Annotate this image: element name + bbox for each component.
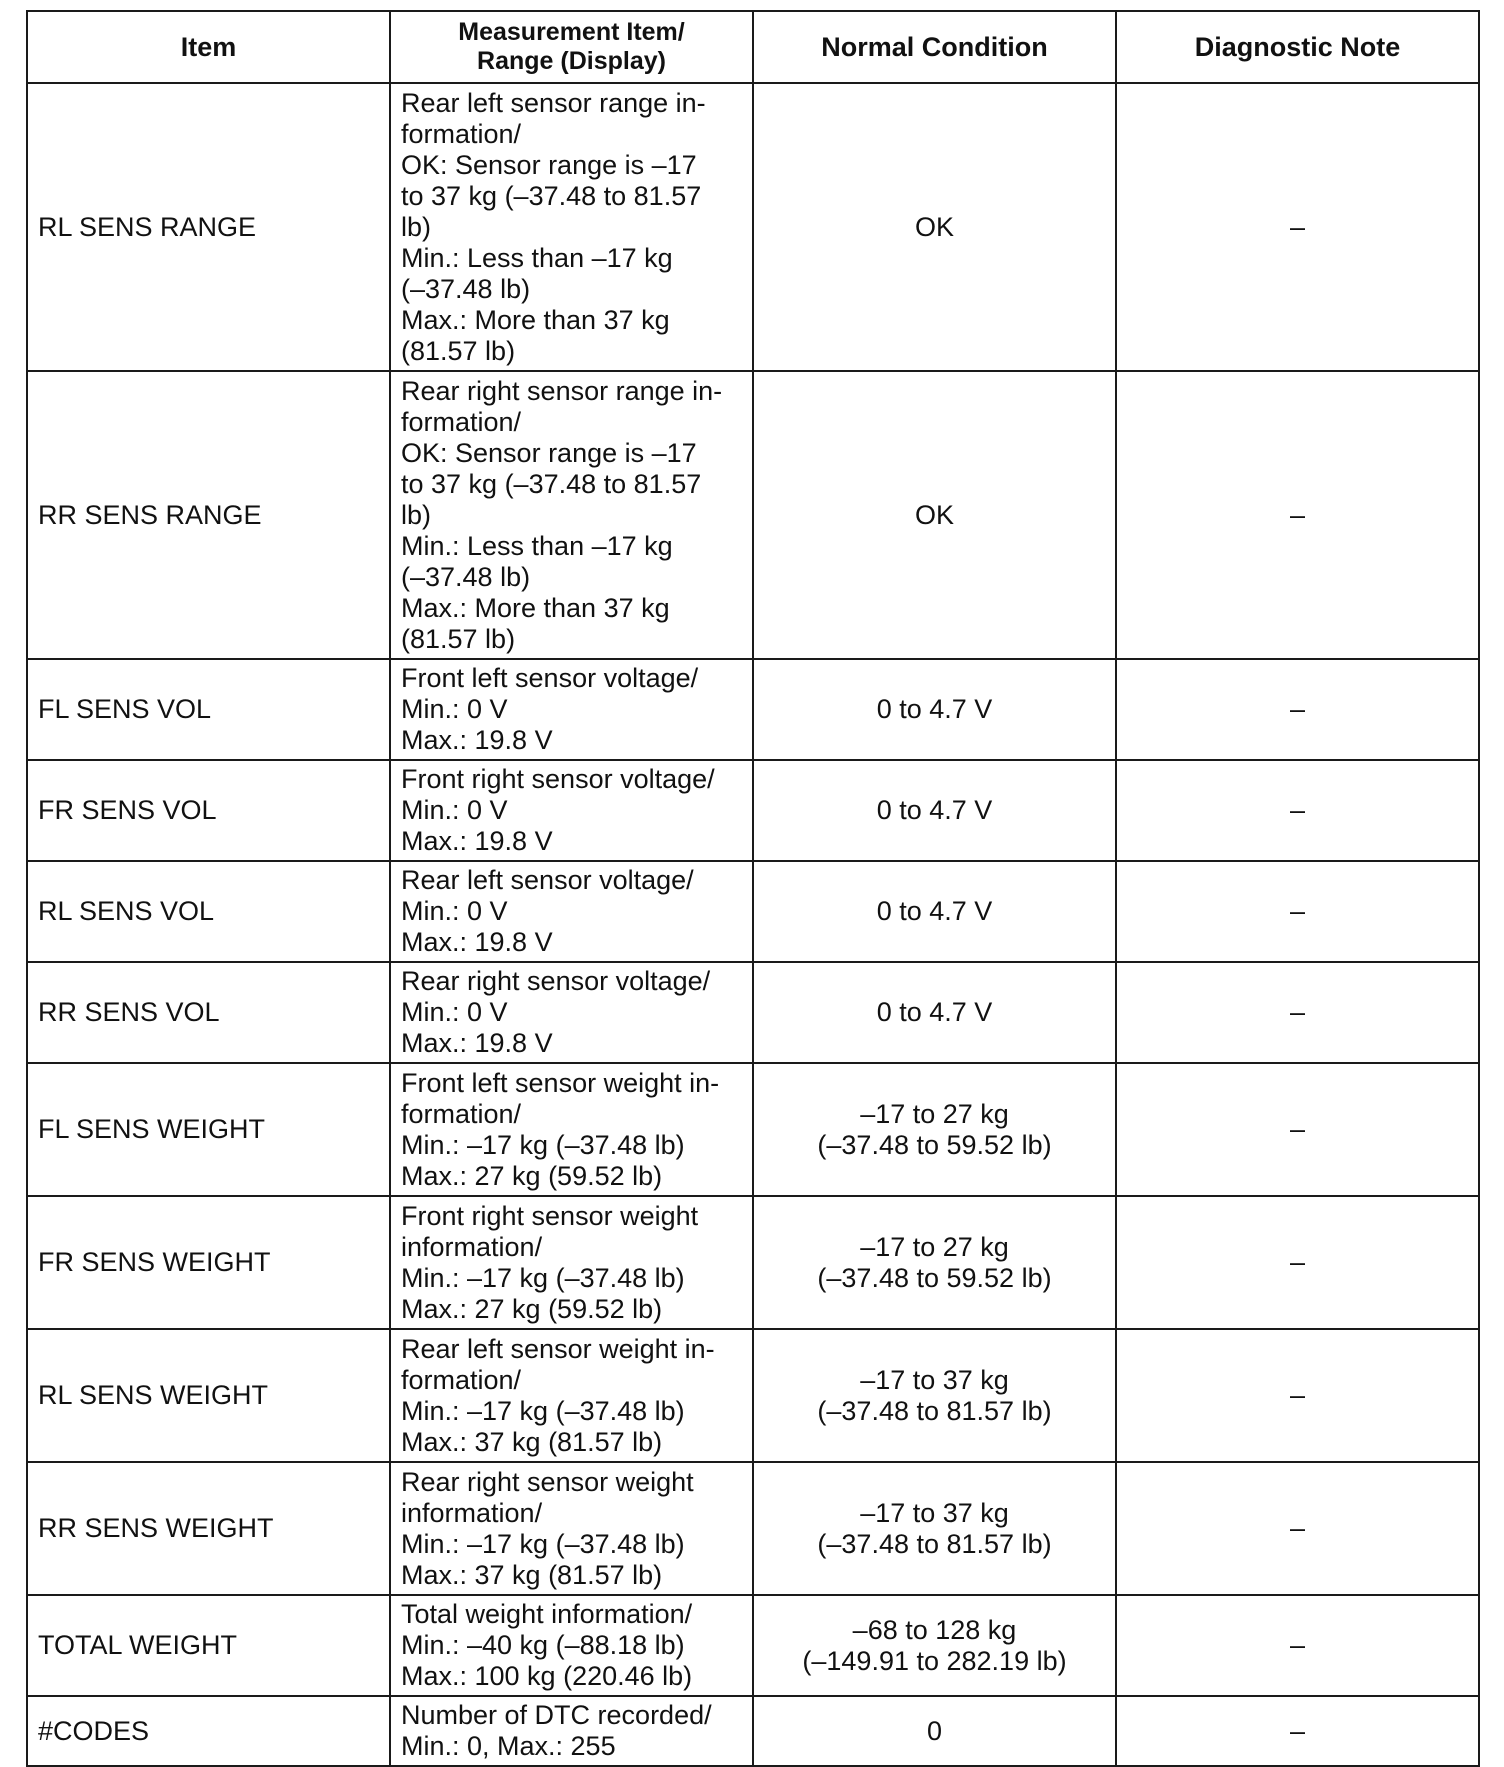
cell-normal-condition: OK: [753, 371, 1116, 659]
header-diagnostic-note: Diagnostic Note: [1116, 11, 1479, 83]
cell-normal-condition: 0 to 4.7 V: [753, 659, 1116, 760]
cell-measurement: Rear left sensor voltage/ Min.: 0 V Max.: 19.8 V: [390, 861, 753, 962]
cell-diagnostic-note: –: [1116, 371, 1479, 659]
cell-normal-condition: 0 to 4.7 V: [753, 760, 1116, 861]
cell-normal-condition: 0 to 4.7 V: [753, 962, 1116, 1063]
cell-item: TOTAL WEIGHT: [27, 1595, 390, 1696]
cell-normal-condition: OK: [753, 83, 1116, 371]
cell-normal-condition: 0 to 4.7 V: [753, 861, 1116, 962]
cell-diagnostic-note: –: [1116, 1696, 1479, 1766]
table-row: [27, 861, 1479, 962]
cell-measurement: Front right sensor weight information/ Min.: –17 kg (–37.48 lb) Max.: 27 kg (59.52 lb): [390, 1196, 753, 1329]
cell-item: RR SENS RANGE: [27, 371, 390, 659]
cell-item: FL SENS WEIGHT: [27, 1063, 390, 1196]
table-row: [27, 83, 1479, 371]
table-row: [27, 1196, 1479, 1329]
cell-measurement: Number of DTC recorded/ Min.: 0, Max.: 255: [390, 1696, 753, 1766]
table-row: [27, 371, 1479, 659]
cell-item: RL SENS RANGE: [27, 83, 390, 371]
data-list-table: [26, 10, 1480, 1767]
table-row: [27, 1696, 1479, 1766]
cell-normal-condition: –17 to 27 kg (–37.48 to 59.52 lb): [753, 1063, 1116, 1196]
cell-measurement: Total weight information/ Min.: –40 kg (–88.18 lb) Max.: 100 kg (220.46 lb): [390, 1595, 753, 1696]
cell-measurement: Rear right sensor voltage/ Min.: 0 V Max.: 19.8 V: [390, 962, 753, 1063]
table-row: [27, 1595, 1479, 1696]
cell-item: #CODES: [27, 1696, 390, 1766]
cell-measurement: Rear right sensor range in- formation/ OK: Sensor range is –17 to 37 kg (–37.48 to 81.57 lb) Min.: Less than –17 kg (–37.48 lb) Max.: More than 37 kg (81.57 lb): [390, 371, 753, 659]
cell-diagnostic-note: –: [1116, 659, 1479, 760]
cell-item: FL SENS VOL: [27, 659, 390, 760]
table-header-row: [27, 11, 1479, 83]
cell-normal-condition: 0: [753, 1696, 1116, 1766]
cell-item: RR SENS VOL: [27, 962, 390, 1063]
cell-diagnostic-note: –: [1116, 1196, 1479, 1329]
table-row: [27, 1063, 1479, 1196]
cell-diagnostic-note: –: [1116, 962, 1479, 1063]
cell-diagnostic-note: –: [1116, 1595, 1479, 1696]
table-row: [27, 1329, 1479, 1462]
cell-diagnostic-note: –: [1116, 1063, 1479, 1196]
cell-diagnostic-note: –: [1116, 760, 1479, 861]
cell-normal-condition: –17 to 37 kg (–37.48 to 81.57 lb): [753, 1329, 1116, 1462]
cell-measurement: Front left sensor weight in- formation/ Min.: –17 kg (–37.48 lb) Max.: 27 kg (59.52 lb): [390, 1063, 753, 1196]
table-row: [27, 962, 1479, 1063]
cell-normal-condition: –68 to 128 kg (–149.91 to 282.19 lb): [753, 1595, 1116, 1696]
table-row: [27, 1462, 1479, 1595]
cell-measurement: Rear left sensor weight in- formation/ Min.: –17 kg (–37.48 lb) Max.: 37 kg (81.57 lb): [390, 1329, 753, 1462]
header-measurement: Measurement Item/ Range (Display): [390, 11, 753, 83]
cell-diagnostic-note: –: [1116, 861, 1479, 962]
cell-item: FR SENS WEIGHT: [27, 1196, 390, 1329]
header-normal-condition: Normal Condition: [753, 11, 1116, 83]
header-item: Item: [27, 11, 390, 83]
table-row: [27, 760, 1479, 861]
table-row: [27, 659, 1479, 760]
cell-measurement: Front right sensor voltage/ Min.: 0 V Max.: 19.8 V: [390, 760, 753, 861]
cell-diagnostic-note: –: [1116, 1329, 1479, 1462]
cell-measurement: Rear right sensor weight information/ Min.: –17 kg (–37.48 lb) Max.: 37 kg (81.57 lb): [390, 1462, 753, 1595]
cell-normal-condition: –17 to 37 kg (–37.48 to 81.57 lb): [753, 1462, 1116, 1595]
cell-item: FR SENS VOL: [27, 760, 390, 861]
cell-diagnostic-note: –: [1116, 1462, 1479, 1595]
cell-measurement: Front left sensor voltage/ Min.: 0 V Max.: 19.8 V: [390, 659, 753, 760]
cell-diagnostic-note: –: [1116, 83, 1479, 371]
cell-item: RL SENS VOL: [27, 861, 390, 962]
cell-item: RR SENS WEIGHT: [27, 1462, 390, 1595]
cell-measurement: Rear left sensor range in- formation/ OK: Sensor range is –17 to 37 kg (–37.48 to 81.57 lb) Min.: Less than –17 kg (–37.48 lb) Max.: More than 37 kg (81.57 lb): [390, 83, 753, 371]
cell-normal-condition: –17 to 27 kg (–37.48 to 59.52 lb): [753, 1196, 1116, 1329]
cell-item: RL SENS WEIGHT: [27, 1329, 390, 1462]
